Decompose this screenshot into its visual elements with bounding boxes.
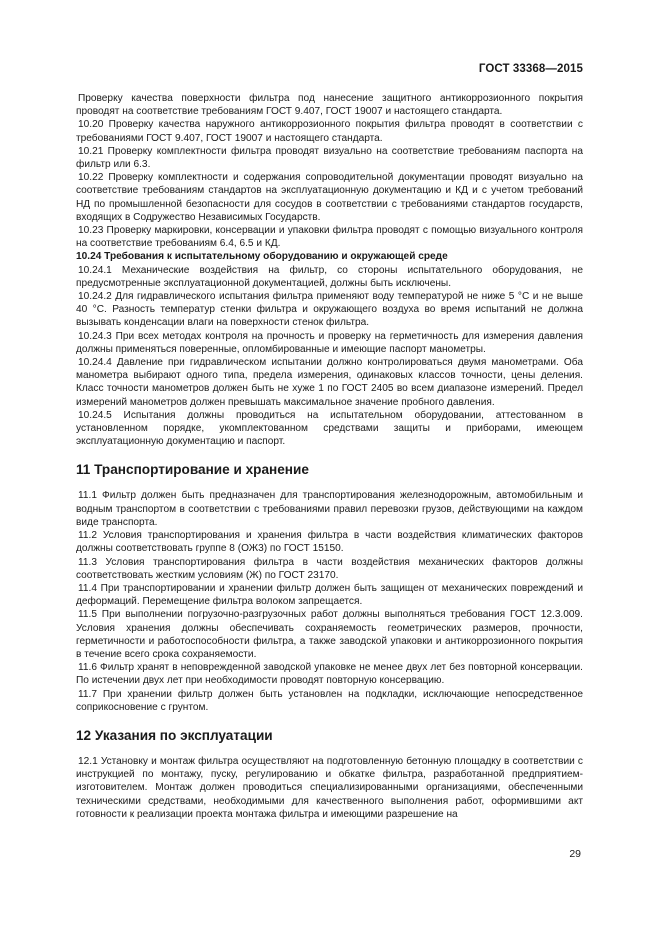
paragraph-11-2: 11.2 Условия транспортирования и хранения фильтра в части воздействия климатических факторов должны соответствовать группе 8 (ОЖ3) по ГОСТ 15150. <box>76 530 583 555</box>
paragraph-10-23: 10.23 Проверку маркировки, консервации и упаковки фильтра проводят с помощью визуального контроля на соответствие требованиям 6.4, 6.5 и КД. <box>76 225 583 250</box>
subheading-10-24: 10.24 Требования к испытательному оборудованию и окружающей среде <box>76 251 448 263</box>
paragraph-11-7: 11.7 При хранении фильтр должен быть установлен на подкладки, исключающие непосредственное соприкосновение с грунтом. <box>76 688 583 713</box>
paragraph-12-1: 12.1 Установку и монтаж фильтра осуществляют на подготовленную бетонную площадку в соответствии с инструкцией по монтажу, пуску, регулированию и обкатке фильтра, разработанной предприятием-изготовителем. Монтаж должен проводиться специализированными организациями, обеспеченными техническими средствами, необходимыми для качественного выполнения работ, оформившими акт готовности к реализации проекта монтажа фильтра и имеющими разрешение на <box>76 755 583 820</box>
paragraph-10-24-3: 10.24.3 При всех методах контроля на прочность и проверку на герметичность для измерения давления должны применяться поверенные, опломбированные и имеющие паспорт манометры. <box>76 330 583 355</box>
paragraph-10-22: 10.22 Проверку комплектности и содержания сопроводительной документации проводят визуально на соответствие требованиям стандартов на эксплуатационную документацию и КД и с учетом требований НД по промышленной безопасности для сосудов в соответствии с требованиями стандартов государств, входящих в Содружество Независимых Государств. <box>76 172 583 223</box>
paragraph-10-21: 10.21 Проверку комплектности фильтра проводят визуально на соответствие требованиям паспорта на фильтр или 6.3. <box>76 145 583 171</box>
section-11-heading: 11 Транспортирование и хранение <box>76 462 309 478</box>
paragraph-10-24-4: 10.24.4 Давление при гидравлическом испытании должно контролироваться двумя манометрами. Оба манометра выбирают одного типа, предела измерения, одинаковых классов точности, цены деления. Класс точности манометров должен быть не хуже 1 по ГОСТ 2405 во всем диапазоне измерений. Предел измерений манометров должен превышать максимальное значение пробного давления. <box>76 357 583 408</box>
paragraph-11-5: 11.5 При выполнении погрузочно-разгрузочных работ должны выполняться требования ГОСТ 12.3.009. Условия хранения должны обеспечивать сохраняемость геометрических размеров, прочности, герметичности и работоспособности фильтра, а также заводской упаковки и антикоррозионного покрытия в течение всего срока сохраняемости. <box>76 609 583 660</box>
paragraph-11-3: 11.3 Условия транспортирования фильтра в части воздействия механических факторов должны соответствовать жестким условиям (Ж) по ГОСТ 23170. <box>76 556 583 581</box>
paragraph-11-1: 11.1 Фильтр должен быть предназначен для транспортирования железнодорожным, автомобильным и водным транспортом в соответствии с требованиями правил перевозки грузов, действующими на каждом виде транспорта. <box>76 490 583 528</box>
paragraph-10-24-2: 10.24.2 Для гидравлического испытания фильтра применяют воду температурой не ниже 5 °С и не выше 40 °С. Разность температур стенки фильтра и окружающего воздуха во время испытаний не должна вызывать конденсации влаги на поверхности стенок фильтра. <box>76 291 583 329</box>
paragraph-11-6: 11.6 Фильтр хранят в неповрежденной заводской упаковке не менее двух лет без повторной консервации. По истечении двух лет при необходимости проводят повторную консервацию. <box>76 662 583 687</box>
paragraph-10-24-1: 10.24.1 Механические воздействия на фильтр, со стороны испытательного оборудования, не предусмотренные эксплуатационной документацией, должны быть исключены. <box>76 264 583 289</box>
page-number: 29 <box>569 848 581 860</box>
document-id: ГОСТ 33368—2015 <box>478 63 583 75</box>
paragraph-10-19-cont: Проверку качества поверхности фильтра под нанесение защитного антикоррозионного покрытия проводят на соответствие требованиям ГОСТ 9.407, ГОСТ 19007 и настоящего стандарта. <box>76 93 583 118</box>
paragraph-10-24-5: 10.24.5 Испытания должны проводиться на испытательном оборудовании, аттестованном в установленном порядке, укомплектованном средствами защиты и приборами, имеющем эксплуатационную документацию и паспорт. <box>76 409 583 448</box>
section-12-heading: 12 Указания по эксплуатации <box>76 727 273 743</box>
paragraph-10-20: 10.20 Проверку качества наружного антикоррозионного покрытия фильтра проводят в соответствии с требованиями ГОСТ 9.407, ГОСТ 19007 и настоящего стандарта. <box>76 119 583 144</box>
paragraph-11-4: 11.4 При транспортировании и хранении фильтр должен быть защищен от механических повреждений и деформаций. Перемещение фильтра волоком запрещается. <box>76 582 583 608</box>
document-body <box>76 92 583 821</box>
